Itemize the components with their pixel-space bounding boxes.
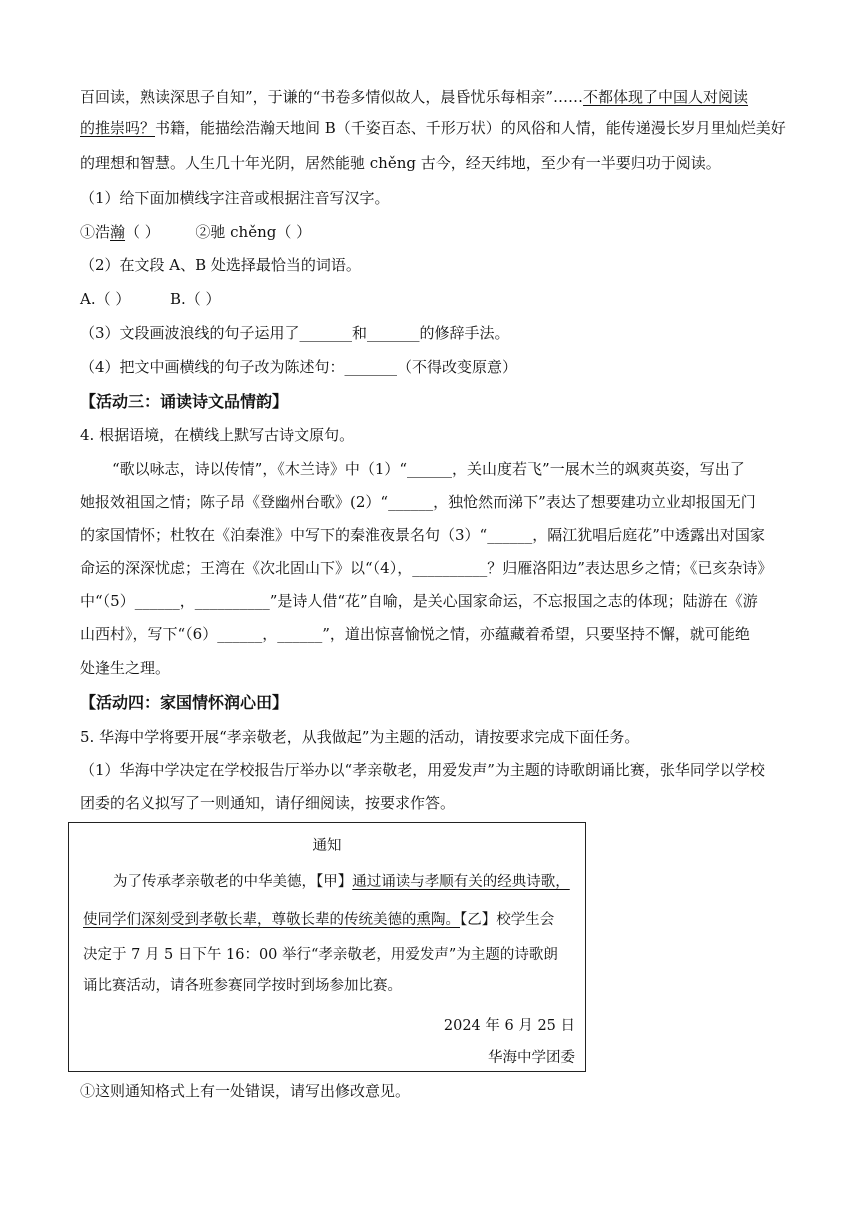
passage-text: 的理想和智慧。人生几十年光阴，居然能驰 chěng 古今，经天纬地，至少有一半要归功于阅读。 <box>80 154 721 172</box>
option-a-blank: A.（ ） <box>80 290 131 308</box>
notice-underlined-sentence: 通过诵读与孝顺有关的经典诗歌， <box>352 874 570 890</box>
question-1: （1）给下面加横线字注音或根据注音写汉字。 <box>80 189 390 207</box>
poetry-line-4: 命运的深深忧虑；王湾在《次北固山下》以“（4），__________？归雁洛阳边”表达思乡之情；《已亥杂诗》 <box>80 559 773 577</box>
poetry-line-2: 她报效祖国之情；陈子昂《登幽州台歌》(2）“______，独怆然而涕下”表达了想要建功立业却报国无门 <box>80 493 756 511</box>
notice-title: 通知 <box>312 838 342 854</box>
notice-box <box>68 822 586 1072</box>
underlined-sentence: 不都体现了中国人对阅读 <box>583 88 749 106</box>
question-5-label: 5. 华海中学将要开展“孝亲敬老，从我做起”为主题的活动，请按要求完成下面任务。 <box>80 728 640 746</box>
passage-line-3 <box>80 152 721 174</box>
poetry-line-1: “歌以咏志，诗以传情”，《木兰诗》中（1）“______，关山度若飞”一展木兰的飒爽英姿，写出了 <box>112 460 745 478</box>
activity-3-heading: 【活动三：诵读诗文品情韵】 <box>80 392 289 411</box>
notice-signature: 华海中学团委 <box>488 1050 575 1066</box>
question-2-options <box>80 288 221 310</box>
notice-line-4: 诵比赛活动，请各班参赛同学按时到场参加比赛。 <box>83 978 402 994</box>
question-4-label: 4. 根据语境，在横线上默写古诗文原句。 <box>80 426 355 444</box>
sub-question-1-line-1: （1）华海中学决定在学校报告厅举办以“孝亲敬老，用爱发声”为主题的诗歌朗诵比赛，张华同学以学校 <box>80 761 765 779</box>
item-1-blank: （ ） <box>125 223 160 241</box>
question-2: （2）在文段 A、B 处选择最恰当的词语。 <box>80 256 361 274</box>
notice-line-1 <box>113 871 570 893</box>
notice-date: 2024 年 6 月 25 日 <box>443 1018 575 1034</box>
poetry-line-6: 山西村》，写下“（6）______，______”，道出惊喜愉悦之情，亦蕴藏着希望，只要坚持不懈，就可能绝 <box>80 625 750 643</box>
underlined-sentence-end: 的推崇吗？ <box>80 119 156 137</box>
poetry-line-7: 处逢生之理。 <box>80 659 171 677</box>
poetry-line-3: 的家国情怀；杜牧在《泊秦淮》中写下的秦淮夜景名句（3）“______，隔江犹唱后庭花”中透露出对国家 <box>80 526 765 544</box>
item-1-prefix: ①浩 <box>80 223 111 241</box>
question-4: （4）把文中画横线的句子改为陈述句：_______（不得改变原意） <box>80 358 518 376</box>
passage-text: 百回读，熟读深思子自知”，于谦的“书卷多情似故人，晨昏忧乐每相亲”…… <box>80 88 584 106</box>
passage-line-1 <box>80 86 748 108</box>
item-1-underlined-char: 瀚 <box>110 223 126 241</box>
notice-line-3: 决定于 7 月 5 日下午 16：00 举行“孝亲敬老，用爱发声”为主题的诗歌朗 <box>83 947 558 963</box>
item-2: ②驰 chěng（ ） <box>195 223 312 241</box>
notice-text: 【乙】校学生会 <box>460 912 555 928</box>
sub-question-1-line-2: 团委的名义拟写了一则通知，请仔细阅读，按要求作答。 <box>80 794 456 812</box>
question-3: （3）文段画波浪线的句子运用了_______和_______的修辞手法。 <box>80 324 510 342</box>
question-1-items <box>80 221 311 243</box>
activity-4-heading: 【活动四：家国情怀润心田】 <box>80 693 289 712</box>
notice-text: 为了传承孝亲敬老的中华美德，【甲】 <box>113 874 353 890</box>
option-b-blank: B.（ ） <box>169 290 221 308</box>
notice-underlined-sentence-end: 使同学们深刻受到孝敬长辈，尊敬长辈的传统美德的熏陶。 <box>83 912 460 928</box>
passage-text: 书籍，能描绘浩瀚天地间 B（千姿百态、千形万状）的风俗和人情，能传递漫长岁月里灿烂美好 <box>155 119 786 137</box>
final-question: ①这则通知格式上有一处错误，请写出修改意见。 <box>80 1082 411 1100</box>
notice-line-2 <box>83 909 554 931</box>
passage-line-2 <box>80 117 786 139</box>
poetry-line-5: 中“（5）______，__________”是诗人借“花”自喻，是关心国家命运，不忘报国之志的体现；陆游在《游 <box>80 592 758 610</box>
